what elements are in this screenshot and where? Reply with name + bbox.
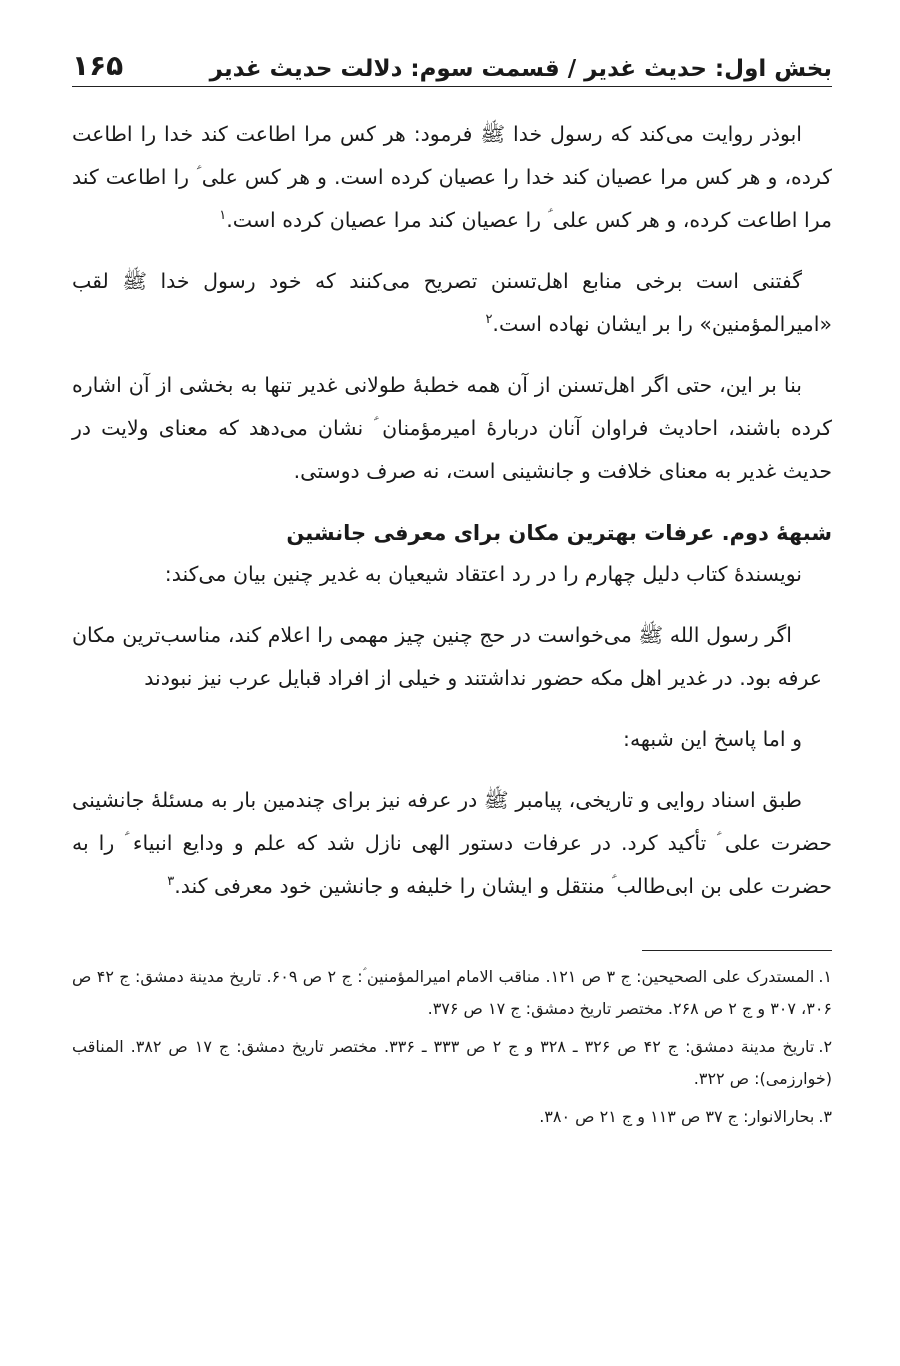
page-number: ۱۶۵ <box>72 49 124 82</box>
paragraph-text: گفتنی است برخی منابع اهل‌تسنن تصریح می‌کنند که خود رسول خدا ﷺ لقب «امیرالمؤمنین» را بر ایشان نهاده است. <box>72 269 832 336</box>
footnote-text: تاریخ مدینة دمشق: ج ۴۲ ص ۳۲۶ ـ ۳۲۸ و ج ۲ ص ۳۳۳ ـ ۳۳۶. مختصر تاریخ دمشق: ج ۱۷ ص ۳۸۲. المناقب (خوارزمی): ص ۳۲۲. <box>72 1037 832 1088</box>
paragraph-text: طبق اسناد روایی و تاریخی، پیامبر ﷺ در عرفه نیز برای چندمین بار به مسئلهٔ جانشینی حضرت علی ؑ تأکید کرد. در عرفات دستور الهی نازل شد که علم و ودایع انبیاء ؑ را به حضرت علی بن ابی‌طالب ؑ منتقل و ایشان را خلیفه و جانشین خود معرفی کند. <box>72 788 832 898</box>
paragraph-answer <box>72 779 832 908</box>
paragraph-conclusion: بنا بر این، حتی اگر اهل‌تسنن از آن همه خطبهٔ طولانی غدیر تنها به بخشی از آن اشاره کرده باشند، احادیث فراوان آنان دربارهٔ امیرمؤمنان ؑ نشان می‌دهد که معنای ولایت در حدیث غدیر به معنای خلافت و جانشینی است، نه صرف دوستی. <box>72 373 832 483</box>
paragraph-answer-intro: و اما پاسخ این شبهه: <box>623 727 802 751</box>
footnote-1 <box>72 961 832 1025</box>
paragraph-amir-almuminin-title <box>72 260 832 346</box>
quoted-argument: اگر رسول الله ﷺ می‌خواست در حج چنین چیز مهمی را اعلام کند، مناسب‌ترین مکان عرفه بود. در غدیر اهل مکه حضور نداشتند و خیلی از افراد قبایل عرب نیز نبودند <box>72 623 822 690</box>
body-text <box>72 113 832 908</box>
running-title: بخش اول: حدیث غدیر / قسمت سوم: دلالت حدیث غدیر <box>209 56 832 82</box>
footnote-ref-3: ۳ <box>167 874 175 890</box>
footnote-ref-2: ۲ <box>485 312 493 328</box>
footnote-number: ۳. <box>818 1107 832 1126</box>
footnotes <box>72 961 832 1133</box>
paragraph-text: ابوذر روایت می‌کند که رسول خدا ﷺ فرمود: هر کس مرا اطاعت کند خدا را اطاعت کرده، و هر کس مرا عصیان کند خدا را عصیان کرده است. و هر کس علی ؑ را اطاعت کند مرا اطاعت کرده، و هر کس علی ؑ را عصیان کند مرا عصیان کرده است. <box>72 122 832 232</box>
page-header <box>72 28 832 87</box>
footnote-text: بحارالانوار: ج ۳۷ ص ۱۱۳ و ج ۲۱ ص ۳۸۰. <box>539 1107 815 1126</box>
footnote-divider <box>642 950 832 951</box>
section-heading: شبههٔ دوم. عرفات بهترین مکان برای معرفی جانشین <box>286 521 832 545</box>
paragraph-author-intro: نویسندهٔ کتاب دلیل چهارم را در رد اعتقاد شیعیان به غدیر چنین بیان می‌کند: <box>164 562 802 586</box>
footnote-ref-1: ۱ <box>219 208 227 224</box>
footnote-3 <box>72 1101 832 1133</box>
footnote-number: ۱. <box>818 967 832 986</box>
book-page <box>72 28 832 1139</box>
footnote-text: المستدرک علی الصحیحین: ج ۳ ص ۱۲۱. مناقب الامام امیرالمؤمنین ؑ: ج ۲ ص ۶۰۹. تاریخ مدینة دمشق: ج ۴۲ ص ۳۰۶، ۳۰۷ و ج ۲ ص ۲۶۸. مختصر تاریخ دمشق: ج ۱۷ ص ۳۷۶. <box>72 967 832 1018</box>
footnote-number: ۲. <box>818 1037 833 1056</box>
footnote-2 <box>72 1031 832 1095</box>
paragraph-hadith-abudhar <box>72 113 832 242</box>
